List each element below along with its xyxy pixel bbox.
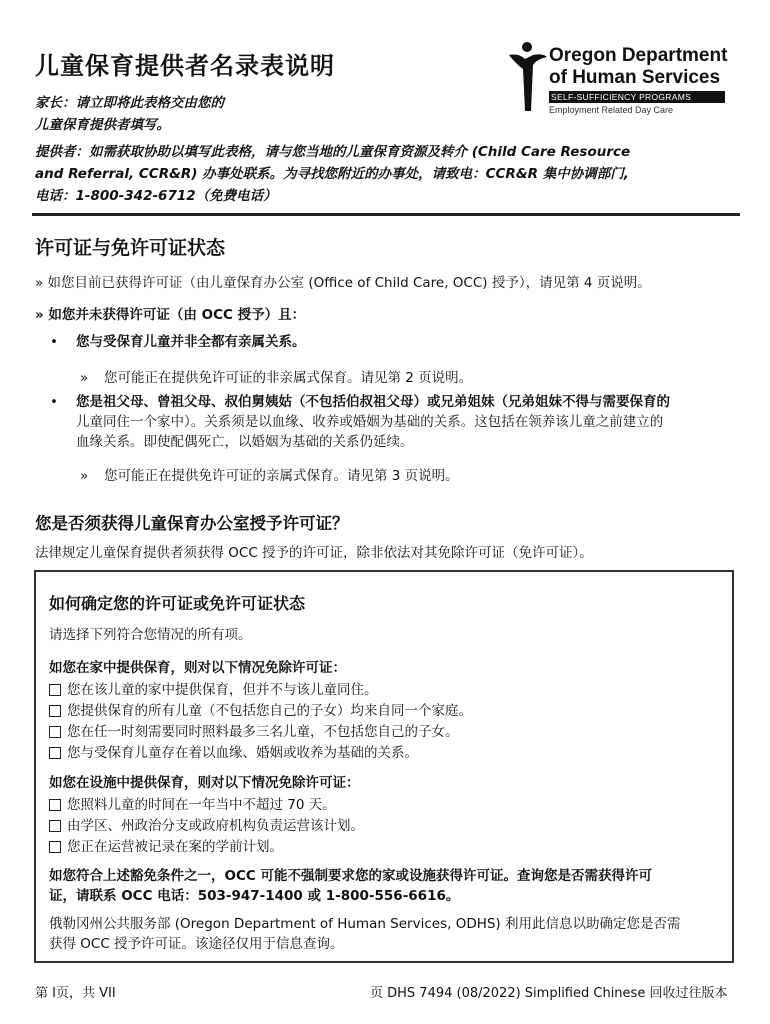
section-heading: 您是否须获得儿童保育办公室授予许可证？ (35, 514, 349, 533)
checklist-label: 您提供保育的所有儿童（不包括您自己的子女）均来自同一个家庭。 (67, 703, 472, 719)
header-divider (32, 213, 740, 216)
sub-arrow: » (80, 468, 89, 484)
checkbox[interactable] (49, 684, 61, 696)
bullet-dot: • (50, 334, 58, 350)
figure-logo-icon (505, 41, 549, 113)
checkbox[interactable] (49, 747, 61, 759)
checkbox[interactable] (49, 705, 61, 717)
checklist-item[interactable] (49, 795, 364, 816)
checklist-label: 您正在运营被记录在案的学前计划。 (67, 839, 283, 855)
checkbox[interactable] (49, 726, 61, 738)
home-checklist (49, 680, 472, 764)
page-number: 第 I页，共 VII (35, 986, 116, 1001)
licensed-item: » 如您目前已获得许可证（由儿童保育办公室 (Office of Child Care, OCC) 授予），请见第 4 页说明。 (35, 275, 651, 291)
checklist-label: 由学区、州政治分支或政府机构负责运营该计划。 (67, 818, 364, 834)
bullet-text-block (76, 392, 746, 452)
info-line: 俄勒冈州公共服务部 (Oregon Department of Human Services, ODHS) 利用此信息以助确定您是否需 (49, 916, 681, 932)
provider-note-line: and Referral, CCR&R) 办事处联系。为寻找您附近的办事处，请致电：CCR&R 集中协调部门, (35, 166, 629, 182)
unlicensed-item: » 如您并未获得许可证（由 OCC 授予）且： (35, 307, 306, 323)
checkbox[interactable] (49, 799, 61, 811)
logo-line: Oregon Department (549, 45, 728, 66)
odhs-info (49, 914, 681, 954)
checklist-item[interactable] (49, 722, 472, 743)
provider-note-line: 电话：1-800-342-6712（免费电话） (35, 188, 277, 204)
provider-note (35, 141, 715, 207)
warning-line: 证，请联系 OCC 电话：503-947-1400 或 1-800-556-6616。 (49, 888, 460, 904)
parent-note-line: 儿童保育提供者填写。 (35, 117, 170, 133)
facility-checklist (49, 795, 364, 858)
logo-line: of Human Services (549, 67, 721, 88)
page-title: 儿童保育提供者名录表说明 (35, 52, 335, 80)
checkbox[interactable] (49, 820, 61, 832)
bullet-dot: • (50, 394, 58, 410)
sub-arrow: » (80, 370, 89, 386)
section-text: 法律规定儿童保育提供者须获得 OCC 授予的许可证，除非依法对其免除许可证（免许可证）。 (35, 545, 593, 561)
bullet-text: 您与受保育儿童并非全都有亲属关系。 (76, 334, 306, 350)
checklist-label: 您照料儿童的时间在一年当中不超过 70 天。 (67, 797, 336, 813)
sub-text: 您可能正在提供免许可证的亲属式保育。请见第 3 页说明。 (104, 468, 459, 484)
sub-text: 您可能正在提供免许可证的非亲属式保育。请见第 2 页说明。 (104, 370, 473, 386)
logo-subtitle: Employment Related Day Care (549, 105, 674, 115)
checklist-label: 您与受保育儿童存在着以血缘、婚姻或收养为基础的关系。 (67, 745, 418, 761)
checklist-item[interactable] (49, 743, 472, 764)
section-heading: 许可证与免许可证状态 (35, 237, 226, 259)
checklist-label: 您在该儿童的家中提供保育，但并不与该儿童同住。 (67, 682, 378, 698)
exemption-warning (49, 866, 652, 906)
bullet-line: 血缘关系。即使配偶死亡，以婚姻为基础的关系仍延续。 (76, 434, 414, 450)
info-line: 获得 OCC 授予许可证。该途径仅用于信息查询。 (49, 936, 344, 952)
home-heading: 如您在家中提供保育，则对以下情况免除许可证： (49, 660, 346, 676)
checkbox[interactable] (49, 841, 61, 853)
checklist-item[interactable] (49, 680, 472, 701)
bullet-line: 儿童同住一个家中）。关系须是以血缘、收养或婚姻为基础的关系。这包括在领养该儿童之前建立的 (76, 414, 664, 430)
form-id: 页 DHS 7494 (08/2022) Simplified Chinese 回收过往版本 (370, 986, 728, 1001)
box-instruction: 请选择下列符合您情况的所有项。 (49, 627, 252, 643)
checklist-label: 您在任一时刻需要同时照料最多三名儿童，不包括您自己的子女。 (67, 724, 459, 740)
bullet-line: 您是祖父母、曾祖父母、叔伯舅姨姑（不包括伯叔祖父母）或兄弟姐妹（兄弟姐妹不得与需要保育的 (76, 394, 670, 410)
status-box (34, 570, 734, 963)
checklist-item[interactable] (49, 701, 472, 722)
checklist-item[interactable] (49, 816, 364, 837)
parent-note-line: 家长：请立即将此表格交由您的 (35, 95, 224, 111)
logo-program-band: SELF-SUFFICIENCY PROGRAMS (549, 91, 725, 103)
odhs-logo (505, 35, 745, 125)
warning-line: 如您符合上述豁免条件之一，OCC 可能不强制要求您的家或设施获得许可证。查询您是否需获得许可 (49, 868, 652, 884)
checklist-item[interactable] (49, 837, 364, 858)
provider-note-line: 提供者：如需获取协助以填写此表格，请与您当地的儿童保育资源及转介 (Child Care Resource (35, 144, 631, 160)
box-heading: 如何确定您的许可证或免许可证状态 (49, 594, 306, 613)
parent-note (35, 92, 224, 136)
facility-heading: 如您在设施中提供保育，则对以下情况免除许可证： (49, 775, 360, 791)
